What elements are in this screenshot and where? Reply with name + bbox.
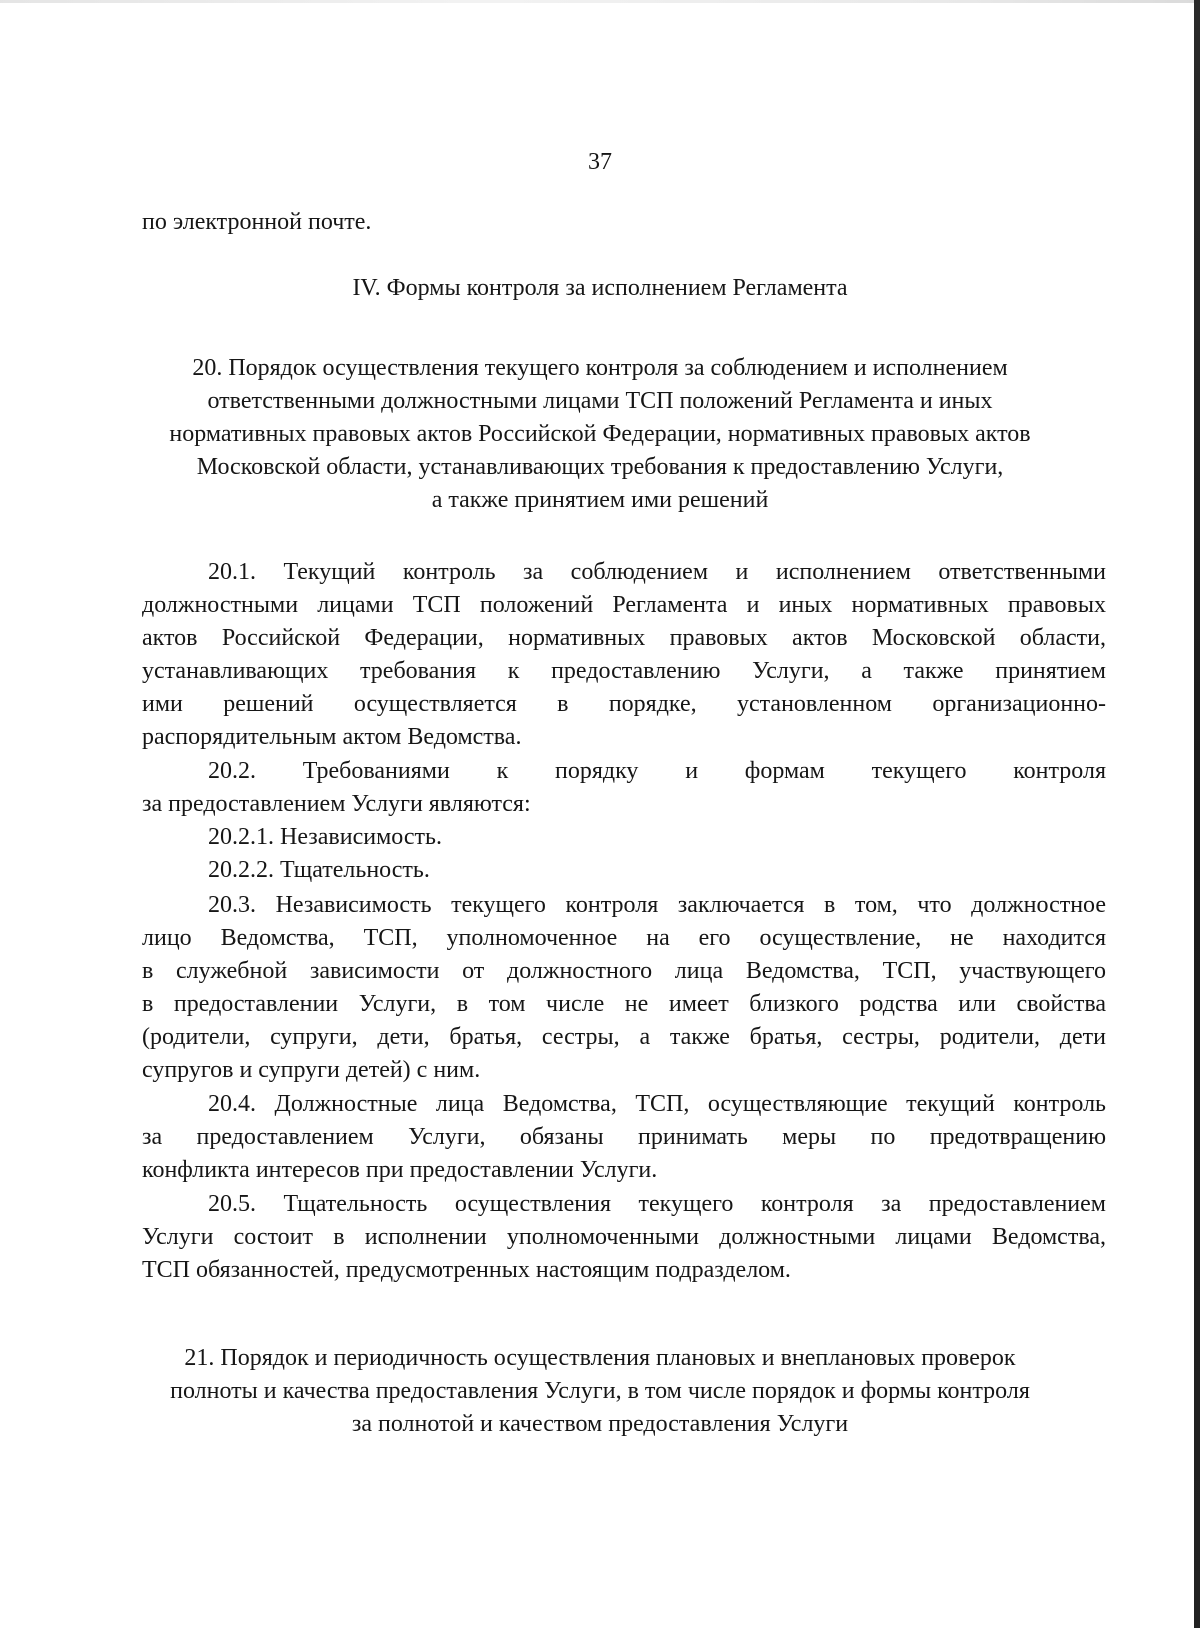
subsection-heading-line: нормативных правовых актов Российской Федерации, нормативных правовых актов [169,421,1031,447]
subsection-heading-line: 20. Порядок осуществления текущего контроля за соблюдением и исполнением [192,355,1008,381]
paragraph-line: в служебной зависимости от должностного лица Ведомства, ТСП, участвующего [142,958,1106,984]
paragraph-line: ими решений осуществляется в порядке, установленном организационно- [142,691,1106,717]
paragraph-line: 20.2. Требованиями к порядку и формам текущего контроля [208,758,1106,784]
paragraph-line: за предоставлением Услуги, обязаны принимать меры по предотвращению [142,1124,1106,1150]
list-item: 20.2.2. Тщательность. [208,857,430,883]
paragraph-line: конфликта интересов при предоставлении Услуги. [142,1157,658,1183]
paragraph-line: супругов и супруги детей) с ним. [142,1057,481,1083]
page-number: 37 [588,149,612,175]
paragraph-line: (родители, супруги, дети, братья, сестры, а также братья, сестры, родители, дети [142,1024,1106,1050]
paragraph-line: должностными лицами ТСП положений Регламента и иных нормативных правовых [142,592,1106,618]
paragraph-line: 20.5. Тщательность осуществления текущего контроля за предоставлением [208,1191,1106,1217]
paragraph-line: 20.3. Независимость текущего контроля заключается в том, что должностное [208,892,1106,918]
paragraph-line: 20.4. Должностные лица Ведомства, ТСП, осуществляющие текущий контроль [208,1091,1106,1117]
subsection-heading-line: 21. Порядок и периодичность осуществления плановых и внеплановых проверок [184,1345,1016,1371]
paragraph-line: за предоставлением Услуги являются: [142,791,531,817]
paragraph-line: устанавливающих требования к предоставлению Услуги, а также принятием [142,658,1106,684]
scan-edge-top [0,0,1200,3]
subsection-heading-line: Московской области, устанавливающих требования к предоставлению Услуги, [196,454,1004,480]
paragraph-line: Услуги состоит в исполнении уполномоченными должностными лицами Ведомства, [142,1224,1106,1250]
subsection-heading-line: ответственными должностными лицами ТСП положений Регламента и иных [207,388,993,414]
text-line: по электронной почте. [142,209,372,235]
paragraph-line: ТСП обязанностей, предусмотренных настоящим подразделом. [142,1257,791,1283]
paragraph-line: в предоставлении Услуги, в том числе не имеет близкого родства или свойства [142,991,1106,1017]
section-title: IV. Формы контроля за исполнением Регламента [352,275,848,301]
paragraph-line: 20.1. Текущий контроль за соблюдением и исполнением ответственными [208,559,1106,585]
paragraph-line: актов Российской Федерации, нормативных правовых актов Московской области, [142,625,1106,651]
subsection-heading-line: за полнотой и качеством предоставления Услуги [351,1411,849,1437]
subsection-heading-line: полноты и качества предоставления Услуги, в том числе порядок и формы контроля [170,1378,1030,1404]
paragraph-line: распорядительным актом Ведомства. [142,724,522,750]
list-item: 20.2.1. Независимость. [208,824,442,850]
subsection-heading-line: а также принятием ими решений [431,487,769,513]
paragraph-line: лицо Ведомства, ТСП, уполномоченное на его осуществление, не находится [142,925,1106,951]
